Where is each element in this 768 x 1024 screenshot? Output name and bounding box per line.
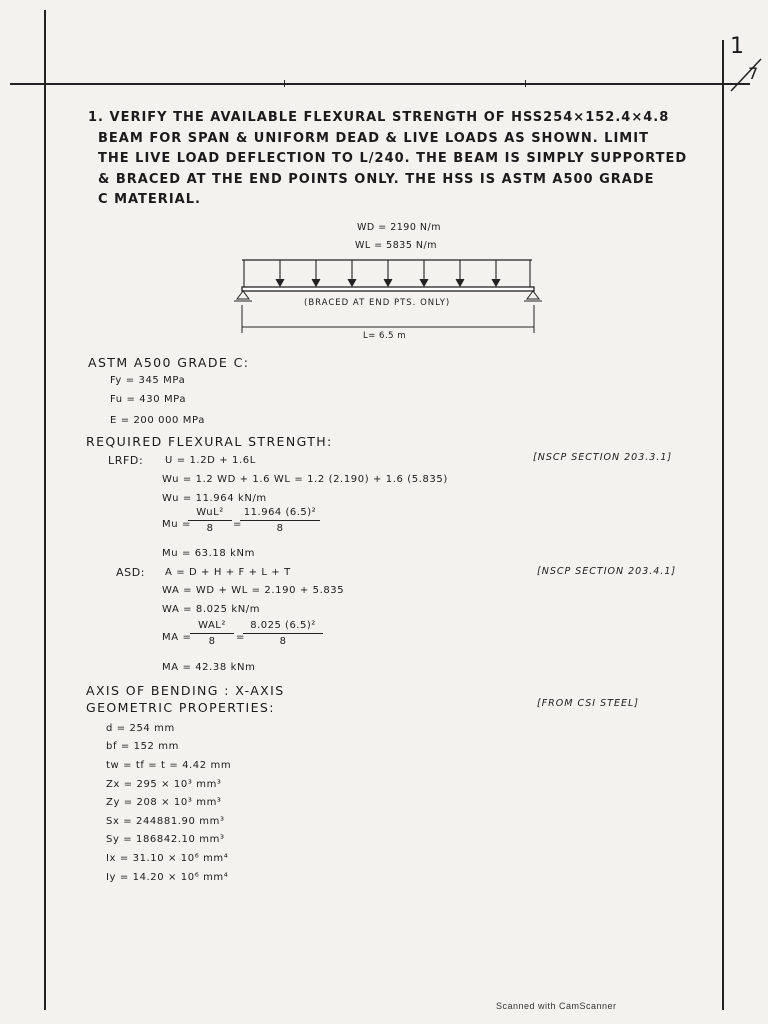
problem-line-3: THE LIVE LOAD DEFLECTION TO L/240. THE BEAM IS SIMPLY SUPPORTED [98,151,688,166]
wu-value: Wu = 11.964 kN/m [162,493,267,504]
geometry-heading: GEOMETRIC PROPERTIES: [86,700,275,715]
ma-numerator-1: WAL² [198,620,226,631]
lrfd-combination: U = 1.2D + 1.6L [165,455,256,466]
left-support [234,291,252,301]
prop-depth: d = 254 mm [106,723,175,734]
prop-sx: Sx = 244881.90 mm³ [106,816,225,827]
dead-load-label: WD = 2190 N/m [357,222,441,233]
prop-sy: Sy = 186842.10 mm³ [106,834,225,845]
wa-equation: WA = WD + WL = 2.190 + 5.835 [162,585,345,596]
mu-fraction-2 [240,507,320,534]
scanner-watermark: Scanned with CamScanner [496,1001,617,1011]
ma-denominator-2: 8 [279,636,287,647]
ma-value: MA = 42.38 kNm [162,662,256,673]
prop-ix: Ix = 31.10 × 10⁶ mm⁴ [106,853,229,864]
live-load-label: WL = 5835 N/m [355,240,437,251]
prop-flange-width: bf = 152 mm [106,741,179,752]
load-arrows [244,260,530,288]
material-heading: ASTM A500 GRADE C: [88,355,250,370]
lrfd-reference: [NSCP SECTION 203.3.1] [533,452,673,463]
page-number-top: 1 [730,34,745,59]
mu-denominator-2: 8 [276,523,284,534]
problem-line-5: C MATERIAL. [98,192,201,207]
ma-numerator-2: 8.025 (6.5)² [250,620,316,631]
mu-denominator-1: 8 [206,523,214,534]
page-number-slash [725,55,765,95]
prop-iy: Iy = 14.20 × 10⁶ mm⁴ [106,872,229,883]
mu-equals: = [233,519,242,530]
problem-line-2: BEAM FOR SPAN & UNIFORM DEAD & LIVE LOADS AS SHOWN. LIMIT [98,131,649,146]
ma-denominator-1: 8 [208,636,216,647]
ma-fraction-1 [190,620,234,647]
ma-lhs: MA = [162,632,192,643]
braced-note: (BRACED AT END PTS. ONLY) [304,298,451,308]
header-tick-2 [525,80,526,87]
prop-thickness: tw = tf = t = 4.42 mm [106,760,232,771]
axis-of-bending: AXIS OF BENDING : X-AXIS [86,683,285,698]
left-margin-line [44,10,46,1010]
span-label: L= 6.5 m [363,331,407,341]
right-support [524,291,542,301]
asd-combination: A = D + H + F + L + T [165,567,291,578]
mu-value: Mu = 63.18 kNm [162,548,255,559]
wa-value: WA = 8.025 kN/m [162,604,261,615]
ma-fraction-2 [243,620,323,647]
required-heading: REQUIRED FLEXURAL STRENGTH: [86,434,333,449]
prop-zy: Zy = 208 × 10³ mm³ [106,797,222,808]
mu-numerator-2: 11.964 (6.5)² [243,507,317,518]
lrfd-label: LRFD: [108,454,144,467]
ultimate-strength: Fu = 430 MPa [110,394,187,405]
beam-member [242,287,534,291]
header-line [10,83,750,85]
mu-fraction-1 [188,507,232,534]
geometry-reference: [FROM CSI STEEL] [537,698,639,709]
mu-numerator-1: WuL² [196,507,224,518]
prop-zx: Zx = 295 × 10³ mm³ [106,779,222,790]
mu-lhs: Mu = [162,519,191,530]
asd-label: ASD: [116,566,146,579]
page-number-bottom: 7 [748,64,759,83]
ma-equals: = [236,632,245,643]
asd-reference: [NSCP SECTION 203.4.1] [537,566,677,577]
header-tick-1 [284,80,285,87]
problem-line-1: 1. VERIFY THE AVAILABLE FLEXURAL STRENGTH OF HSS254×152.4×4.8 [88,110,670,125]
wu-equation: Wu = 1.2 WD + 1.6 WL = 1.2 (2.190) + 1.6 (5.835) [162,474,448,485]
problem-line-4: & BRACED AT THE END POINTS ONLY. THE HSS IS ASTM A500 GRADE [98,172,655,187]
elastic-modulus: E = 200 000 MPa [110,415,205,426]
yield-strength: Fy = 345 MPa [110,375,186,386]
right-margin-line [722,40,724,1010]
